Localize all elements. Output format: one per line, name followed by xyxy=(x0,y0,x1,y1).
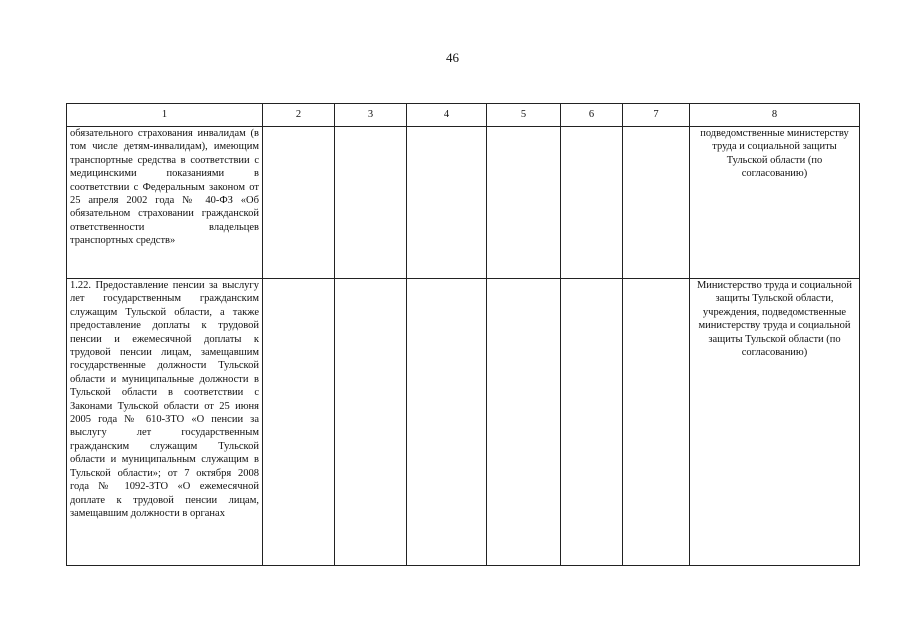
empty-cell xyxy=(263,127,335,279)
empty-cell xyxy=(487,279,561,566)
header-col-6: 6 xyxy=(561,104,623,127)
empty-cell xyxy=(561,127,623,279)
table-row xyxy=(67,127,860,279)
page-number: 46 xyxy=(446,50,459,65)
row-description: 1.22. Предоставление пенсии за выслугу лет государственным гражданским служащим Тульской области, а также предоставление доплаты к трудовой пенсии и ежемесячной доплаты к трудовой пенсии лицам, замещавшим государственные должности Тульской области и муниципальные должности в Тульской области в соответствии с Законами Тульской области от 25 июня 2005 года № 610-ЗТО «О пенсии за выслугу лет государственным гражданским служащим Тульской области и муниципальным служащим в Тульской области»; от 7 октября 2008 года № 1092-ЗТО «О ежемесячной доплате к трудовой пенсии лицам, замещавшим должности в органах xyxy=(67,279,263,566)
empty-cell xyxy=(335,127,407,279)
empty-cell xyxy=(263,279,335,566)
empty-cell xyxy=(407,127,487,279)
header-col-8: 8 xyxy=(690,104,860,127)
empty-cell xyxy=(335,279,407,566)
header-col-1: 1 xyxy=(67,104,263,127)
row-responsible: Министерство труда и социальной защиты Тульской области, учреждения, подведомственные министерству труда и социальной защиты Тульской области (по согласованию) xyxy=(690,279,860,566)
empty-cell xyxy=(623,127,690,279)
header-col-4: 4 xyxy=(407,104,487,127)
header-col-7: 7 xyxy=(623,104,690,127)
empty-cell xyxy=(407,279,487,566)
empty-cell xyxy=(561,279,623,566)
empty-cell xyxy=(623,279,690,566)
empty-cell xyxy=(487,127,561,279)
row-description: обязательного страхования инвалидам (в том числе детям-инвалидам), имеющим транспортные средства в соответствии с медицинскими показаниями в соответствии с Федеральным законом от 25 апреля 2002 года № 40-ФЗ «Об обязательном страховании гражданской ответственности владельцев транспортных средств» xyxy=(67,127,263,279)
header-col-5: 5 xyxy=(487,104,561,127)
header-col-3: 3 xyxy=(335,104,407,127)
header-col-2: 2 xyxy=(263,104,335,127)
measures-table xyxy=(66,103,860,566)
row-responsible: подведомственные министерству труда и социальной защиты Тульской области (по согласованию) xyxy=(690,127,860,279)
header-row xyxy=(67,104,860,127)
table-row xyxy=(67,279,860,566)
